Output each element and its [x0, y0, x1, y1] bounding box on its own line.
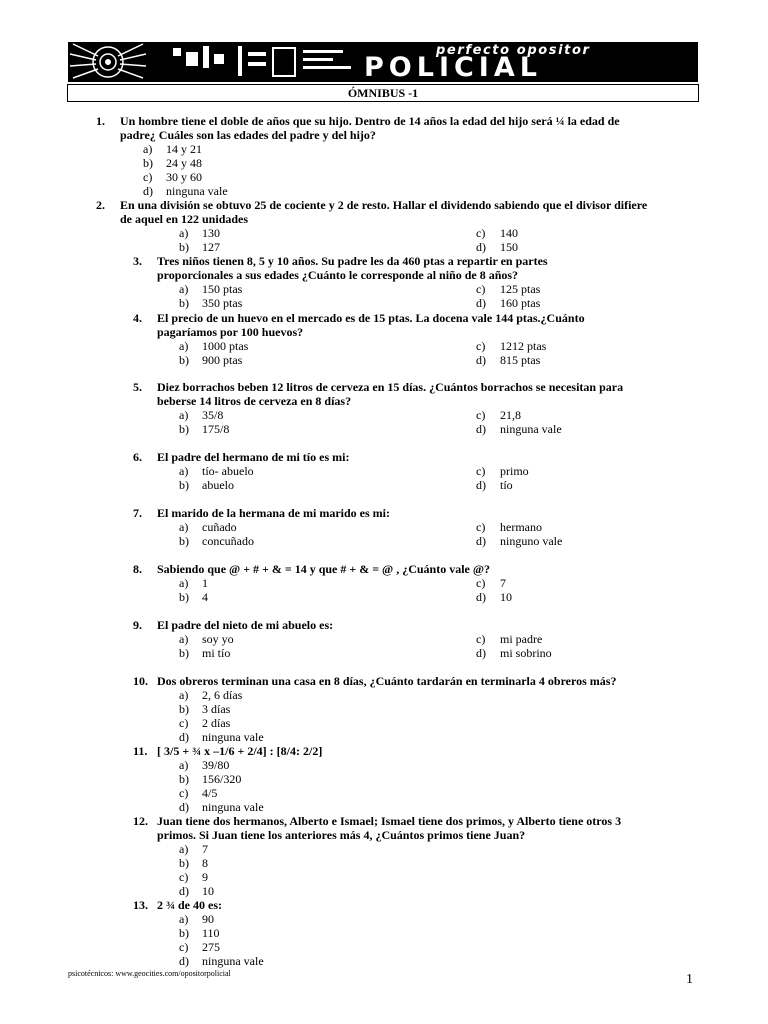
question-text: beberse 14 litros de cerveza en 8 días?	[157, 394, 352, 408]
question-text: Un hombre tiene el doble de años que su hijo. Dentro de 14 años la edad del hijo será ¼ la edad de	[120, 114, 620, 128]
question-text: proporcionales a sus edades ¿Cuánto le corresponde al niño de 8 años?	[157, 268, 519, 282]
question-text: 2 ¾ de 40 es:	[157, 898, 222, 912]
option-letter: a)	[179, 632, 189, 646]
option-text: 156/320	[202, 772, 242, 786]
question-text: Tres niños tienen 8, 5 y 10 años. Su padre les da 460 ptas a repartir en partes	[157, 254, 548, 268]
question-number: 12.	[133, 814, 148, 828]
option-letter: a)	[179, 282, 189, 296]
option-letter: b)	[179, 534, 189, 548]
option-text: primo	[500, 464, 529, 478]
option-letter: b)	[179, 646, 189, 660]
option-letter: d)	[476, 240, 486, 254]
option-text: ninguna vale	[202, 954, 264, 968]
option-text: mi padre	[500, 632, 543, 646]
option-letter: d)	[476, 478, 486, 492]
option-text: 125 ptas	[500, 282, 541, 296]
option-text: 24 y 48	[166, 156, 202, 170]
question-number: 7.	[133, 506, 142, 520]
option-text: 900 ptas	[202, 353, 243, 367]
option-text: 150	[500, 240, 518, 254]
option-letter: a)	[179, 520, 189, 534]
option-letter: c)	[476, 576, 486, 590]
option-text: ninguno vale	[500, 534, 563, 548]
option-text: 110	[202, 926, 220, 940]
option-letter: b)	[179, 702, 189, 716]
option-letter: c)	[179, 870, 189, 884]
option-letter: b)	[179, 422, 189, 436]
option-text: 14 y 21	[166, 142, 202, 156]
question-number: 5.	[133, 380, 142, 394]
option-letter: a)	[179, 688, 189, 702]
option-letter: b)	[179, 856, 189, 870]
option-text: ninguna vale	[202, 800, 264, 814]
question-number: 8.	[133, 562, 142, 576]
option-letter: b)	[179, 590, 189, 604]
option-letter: b)	[179, 296, 189, 310]
option-text: 1000 ptas	[202, 339, 249, 353]
option-text: cuñado	[202, 520, 237, 534]
option-letter: a)	[179, 912, 189, 926]
question-text: Diez borrachos beben 12 litros de cerveza en 15 días. ¿Cuántos borrachos se necesitan para	[157, 380, 624, 394]
option-letter: a)	[179, 464, 189, 478]
question-number: 10.	[133, 674, 148, 688]
question-text: El precio de un huevo en el mercado es de 15 ptas. La docena vale 144 ptas.¿Cuánto	[157, 311, 585, 325]
option-letter: b)	[179, 240, 189, 254]
option-letter: c)	[476, 282, 486, 296]
option-letter: d)	[179, 730, 189, 744]
option-text: 90	[202, 912, 214, 926]
option-text: 160 ptas	[500, 296, 541, 310]
option-text: 10	[500, 590, 512, 604]
option-letter: c)	[179, 786, 189, 800]
question-number: 11.	[133, 744, 148, 758]
option-letter: d)	[143, 184, 153, 198]
option-letter: c)	[179, 716, 189, 730]
question-number: 6.	[133, 450, 142, 464]
option-letter: a)	[179, 339, 189, 353]
option-text: 1	[202, 576, 208, 590]
option-letter: c)	[476, 408, 486, 422]
option-letter: d)	[476, 590, 486, 604]
option-text: 1212 ptas	[500, 339, 547, 353]
option-letter: c)	[476, 632, 486, 646]
page-title: ÓMNIBUS -1	[67, 84, 699, 102]
option-text: 130	[202, 226, 220, 240]
question-text: primos. Si Juan tiene los anteriores más 4, ¿Cuántos primos tiene Juan?	[157, 828, 526, 842]
question-text: El marido de la hermana de mi marido es mi:	[157, 506, 390, 520]
question-text: En una división se obtuvo 25 de cociente y 2 de resto. Hallar el dividendo sabiendo que el divisor difiere	[120, 198, 648, 212]
option-letter: d)	[179, 884, 189, 898]
option-text: 350 ptas	[202, 296, 243, 310]
option-text: ninguna vale	[166, 184, 228, 198]
banner-slogan: perfecto opositor	[436, 43, 591, 58]
option-text: hermano	[500, 520, 542, 534]
option-letter: a)	[179, 758, 189, 772]
option-letter: c)	[476, 520, 486, 534]
option-text: 2 días	[202, 716, 231, 730]
option-text: 7	[500, 576, 506, 590]
option-text: ninguna vale	[500, 422, 562, 436]
option-text: 8	[202, 856, 208, 870]
option-text: 3 días	[202, 702, 231, 716]
option-letter: c)	[476, 339, 486, 353]
option-text: concuñado	[202, 534, 254, 548]
option-letter: a)	[179, 408, 189, 422]
option-text: 30 y 60	[166, 170, 202, 184]
question-text: El padre del nieto de mi abuelo es:	[157, 618, 334, 632]
option-letter: d)	[476, 353, 486, 367]
option-letter: b)	[143, 156, 153, 170]
option-letter: b)	[179, 926, 189, 940]
banner-logo-text: POLICIAL	[364, 52, 542, 82]
question-number: 3.	[133, 254, 142, 268]
option-text: 4/5	[202, 786, 218, 800]
footer-source: psicotécnicos: www.geocities.com/opositorpolicial	[68, 969, 231, 978]
option-text: 140	[500, 226, 518, 240]
option-text: 4	[202, 590, 208, 604]
option-text: 7	[202, 842, 208, 856]
option-text: 127	[202, 240, 220, 254]
option-letter: c)	[476, 464, 486, 478]
option-letter: d)	[179, 954, 189, 968]
option-letter: c)	[476, 226, 486, 240]
option-text: 21,8	[500, 408, 521, 422]
option-text: 275	[202, 940, 220, 954]
option-text: ninguna vale	[202, 730, 264, 744]
option-letter: d)	[476, 296, 486, 310]
question-text: El padre del hermano de mi tío es mi:	[157, 450, 350, 464]
option-text: mi tío	[202, 646, 231, 660]
option-letter: b)	[179, 478, 189, 492]
option-letter: b)	[179, 772, 189, 786]
option-letter: c)	[179, 940, 189, 954]
question-text: pagaríamos por 100 huevos?	[157, 325, 304, 339]
option-text: 10	[202, 884, 214, 898]
option-text: mi sobrino	[500, 646, 552, 660]
option-text: 175/8	[202, 422, 230, 436]
option-letter: a)	[143, 142, 153, 156]
header-banner	[68, 42, 698, 82]
option-text: 9	[202, 870, 208, 884]
question-number: 13.	[133, 898, 148, 912]
option-text: tío- abuelo	[202, 464, 254, 478]
option-letter: d)	[476, 534, 486, 548]
option-text: abuelo	[202, 478, 234, 492]
question-text: padre¿ Cuáles son las edades del padre y del hijo?	[120, 128, 376, 142]
question-text: Dos obreros terminan una casa en 8 días, ¿Cuánto tardarán en terminarla 4 obreros más?	[157, 674, 617, 688]
question-text: Juan tiene dos hermanos, Alberto e Ismael; Ismael tiene dos primos, y Alberto tiene otros 3	[157, 814, 622, 828]
option-letter: d)	[179, 800, 189, 814]
option-letter: b)	[179, 353, 189, 367]
option-letter: a)	[179, 842, 189, 856]
option-letter: d)	[476, 646, 486, 660]
option-text: soy yo	[202, 632, 234, 646]
option-text: 35/8	[202, 408, 224, 422]
option-text: 150 ptas	[202, 282, 243, 296]
option-text: 815 ptas	[500, 353, 541, 367]
question-number: 4.	[133, 311, 142, 325]
option-text: tío	[500, 478, 513, 492]
option-letter: d)	[476, 422, 486, 436]
page-number: 1	[686, 972, 693, 987]
option-text: 2, 6 días	[202, 688, 243, 702]
option-letter: a)	[179, 226, 189, 240]
question-number: 1.	[96, 114, 105, 128]
question-number: 9.	[133, 618, 142, 632]
option-letter: a)	[179, 576, 189, 590]
option-text: 39/80	[202, 758, 230, 772]
question-text: [ 3/5 + ¾ x –1/6 + 2/4] : [8/4: 2/2]	[157, 744, 323, 758]
question-text: Sabiendo que @ + # + & = 14 y que # + & = @ , ¿Cuánto vale @?	[157, 562, 491, 576]
question-number: 2.	[96, 198, 105, 212]
option-letter: c)	[143, 170, 153, 184]
question-text: de aquel en 122 unidades	[120, 212, 249, 226]
